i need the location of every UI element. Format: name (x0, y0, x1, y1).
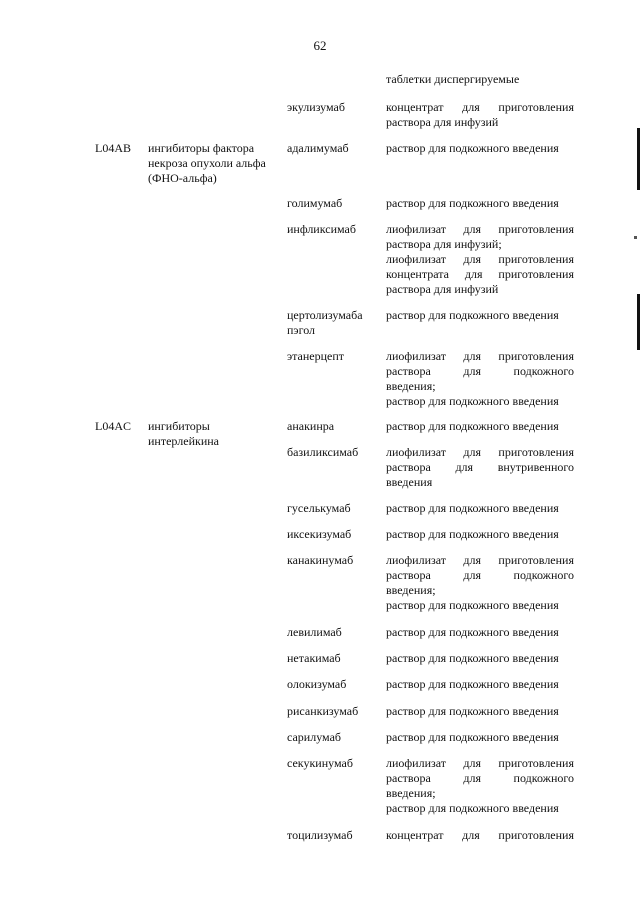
drug-name-line: этанерцепт (287, 349, 345, 363)
dosage-form-line: раствора для инфузий; (386, 237, 502, 251)
group-line: интерлейкина (148, 434, 219, 448)
dosage-form (386, 501, 574, 516)
group-line: ингибиторы фактора (148, 141, 255, 155)
dosage-form-line: раствор для подкожного введения (386, 625, 559, 639)
drug-name-line: секукинумаб (287, 756, 353, 770)
dosage-form-line: лиофилизат для приготовления (386, 252, 574, 266)
dosage-form-line: концентрат для приготовления (386, 828, 574, 842)
dosage-form-line: введения (386, 475, 433, 489)
group-line: некроза опухоли альфа (148, 156, 266, 170)
drug-name (287, 100, 377, 115)
drug-name-line: иксекизумаб (287, 527, 352, 541)
dosage-form (386, 704, 574, 719)
dosage-form (386, 308, 574, 323)
pharmacological-group (148, 141, 276, 186)
drug-name-line: инфликсимаб (287, 222, 356, 236)
drug-name (287, 222, 377, 237)
dosage-form-line: раствор для подкожного введения (386, 677, 559, 691)
drug-name (287, 553, 377, 568)
drug-name (287, 730, 377, 745)
dosage-form (386, 196, 574, 211)
dosage-form (386, 553, 574, 613)
dosage-form (386, 677, 574, 692)
drug-name (287, 704, 377, 719)
drug-name (287, 349, 377, 364)
drug-name-line: сарилумаб (287, 730, 341, 744)
dosage-form-line: раствор для подкожного введения (386, 598, 559, 612)
group-line: (ФНО-альфа) (148, 171, 217, 185)
atc-code: L04AC (95, 419, 131, 433)
dosage-form-line: лиофилизат для приготовления (386, 445, 574, 459)
dosage-form-line: лиофилизат для приготовления (386, 553, 574, 567)
drug-name-line: цертолизумаба (287, 308, 363, 322)
drug-name (287, 828, 377, 843)
dosage-form-line: раствор для подкожного введения (386, 527, 559, 541)
drug-name-line: рисанкизумаб (287, 704, 359, 718)
drug-name (287, 445, 377, 460)
dosage-form (386, 828, 574, 843)
dosage-form-line: раствор для подкожного введения (386, 196, 559, 210)
dosage-form-line: раствор для подкожного введения (386, 308, 559, 322)
drug-name-line: пэгол (287, 323, 316, 337)
dosage-form-line: раствора для внутривенного (386, 460, 574, 474)
atc-code: L04AB (95, 141, 131, 155)
dosage-form (386, 222, 574, 297)
dosage-form-line: раствора для инфузий (386, 115, 499, 129)
drug-name (287, 756, 377, 771)
page-number: 62 (313, 38, 327, 53)
drug-name (287, 141, 377, 156)
dosage-form-line: раствор для подкожного введения (386, 730, 559, 744)
drug-name-line: базиликсимаб (287, 445, 359, 459)
scan-edge-tick (634, 236, 637, 239)
dosage-form (386, 419, 574, 434)
dosage-form-line: введения; (386, 583, 436, 597)
drug-name-line: левилимаб (287, 625, 342, 639)
dosage-form-line: раствор для подкожного введения (386, 801, 559, 815)
drug-name-line: тоцилизумаб (287, 828, 353, 842)
dosage-form-line: лиофилизат для приготовления (386, 222, 574, 236)
drug-name (287, 625, 377, 640)
dosage-form-line: раствор для подкожного введения (386, 501, 559, 515)
drug-name (287, 677, 377, 692)
dosage-form (386, 625, 574, 640)
dosage-form (386, 527, 574, 542)
dosage-form-line: концентрат для приготовления (386, 100, 574, 114)
dosage-form (386, 141, 574, 156)
dosage-form (386, 445, 574, 490)
dosage-form (386, 100, 574, 130)
dosage-form (386, 349, 574, 409)
dosage-form-line: раствора для подкожного (386, 364, 574, 378)
drug-name (287, 501, 377, 516)
drug-name-line: экулизумаб (287, 100, 345, 114)
dosage-form-line: раствор для подкожного введения (386, 141, 559, 155)
dosage-form-line: раствора для инфузий (386, 282, 499, 296)
dosage-form-line: концентрата для приготовления (386, 267, 574, 281)
dosage-form (386, 651, 574, 666)
drug-name-line: нетакимаб (287, 651, 341, 665)
drug-name (287, 527, 377, 542)
drug-name-line: адалимумаб (287, 141, 349, 155)
drug-name-line: анакинра (287, 419, 335, 433)
pharmacological-group (148, 419, 276, 449)
dosage-form-line: раствор для подкожного введения (386, 704, 559, 718)
dosage-form-line: раствора для подкожного (386, 771, 574, 785)
drug-name (287, 196, 377, 211)
drug-name (287, 419, 377, 434)
dosage-form-line: раствор для подкожного введения (386, 394, 559, 408)
drug-name-line: голимумаб (287, 196, 343, 210)
dosage-form-line: введения; (386, 786, 436, 800)
dosage-form (386, 730, 574, 745)
dosage-form-line: введения; (386, 379, 436, 393)
drug-name-line: канакинумаб (287, 553, 354, 567)
dosage-form-line: таблетки диспергируемые (386, 72, 520, 86)
dosage-form-line: раствор для подкожного введения (386, 419, 559, 433)
dosage-form-line: раствора для подкожного (386, 568, 574, 582)
dosage-form-line: лиофилизат для приготовления (386, 349, 574, 363)
dosage-form-line: раствор для подкожного введения (386, 651, 559, 665)
drug-name (287, 308, 377, 338)
group-line: ингибиторы (148, 419, 210, 433)
dosage-form-line: лиофилизат для приготовления (386, 756, 574, 770)
drug-name-line: олокизумаб (287, 677, 347, 691)
dosage-form (386, 756, 574, 816)
drug-name-line: гуселькумаб (287, 501, 351, 515)
dosage-form (386, 72, 574, 87)
drug-name (287, 651, 377, 666)
